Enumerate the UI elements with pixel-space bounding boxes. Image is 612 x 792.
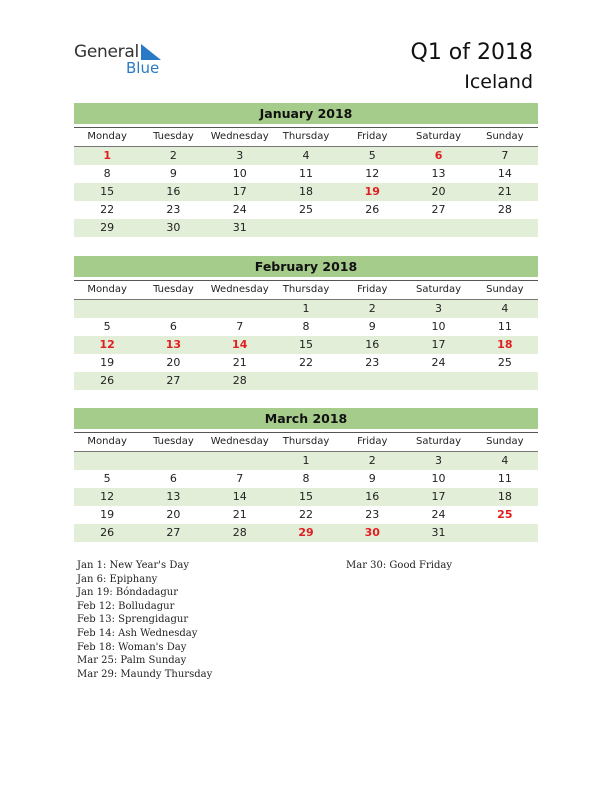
day-cell: 15 — [100, 185, 115, 198]
week-row — [74, 336, 538, 354]
day-cell: 6 — [169, 320, 177, 333]
day-cell: 8 — [302, 320, 310, 333]
holiday-note: Jan 19: Bóndadagur — [77, 587, 179, 599]
day-cell: 26 — [100, 374, 115, 387]
day-cell: 5 — [103, 472, 111, 485]
weekday-label: Wednesday — [210, 131, 269, 142]
day-cell: 22 — [298, 356, 313, 369]
day-cell: 21 — [232, 508, 247, 521]
day-cell: 12 — [99, 338, 115, 351]
week-row — [74, 354, 538, 372]
day-cell: 25 — [298, 203, 313, 216]
page-title: Q1 of 2018 — [410, 40, 533, 65]
logo-general-text: General — [74, 42, 139, 62]
day-cell: 20 — [431, 185, 446, 198]
weekday-label: Wednesday — [210, 436, 269, 447]
logo-blue-text: Blue — [126, 59, 160, 77]
day-cell: 27 — [166, 526, 181, 539]
day-cell: 16 — [365, 490, 380, 503]
week-row — [74, 147, 538, 165]
week-row — [74, 300, 538, 318]
weekday-label: Thursday — [282, 284, 330, 295]
holiday-note: Mar 29: Maundy Thursday — [77, 668, 213, 680]
day-cell: 2 — [368, 302, 376, 315]
day-cell: 3 — [435, 454, 443, 467]
day-cell: 26 — [365, 203, 380, 216]
day-cell: 25 — [497, 356, 512, 369]
month-calendar-march — [74, 408, 538, 542]
day-cell: 29 — [298, 526, 314, 539]
day-cell — [74, 452, 140, 470]
day-cell: 13 — [165, 338, 182, 351]
week-row — [74, 506, 538, 524]
day-cell: 16 — [166, 185, 181, 198]
week-row — [74, 452, 538, 470]
weekday-label: Monday — [87, 284, 127, 295]
week-row — [74, 524, 538, 542]
day-cell: 2 — [169, 149, 177, 162]
day-cell: 9 — [169, 167, 177, 180]
week-row — [74, 165, 538, 183]
holiday-list-left — [77, 559, 212, 681]
day-cell — [339, 372, 405, 390]
day-cell: 1 — [302, 302, 310, 315]
holiday-list-right — [346, 559, 452, 573]
holiday-note: Mar 25: Palm Sunday — [77, 655, 187, 667]
day-cell: 15 — [298, 338, 313, 351]
day-cell: 1 — [302, 454, 310, 467]
weekday-label: Saturday — [416, 436, 462, 447]
day-cell: 9 — [368, 320, 376, 333]
day-cell: 8 — [302, 472, 310, 485]
weekday-label: Wednesday — [210, 284, 269, 295]
month-title: January 2018 — [74, 103, 538, 124]
month-calendar-february — [74, 256, 538, 390]
country-label: Iceland — [464, 71, 533, 93]
day-cell: 23 — [365, 508, 380, 521]
weekday-header-row — [74, 280, 538, 300]
day-cell: 1 — [103, 149, 111, 162]
day-cell: 28 — [232, 374, 247, 387]
day-cell: 28 — [497, 203, 512, 216]
day-cell: 4 — [501, 302, 509, 315]
day-cell: 5 — [103, 320, 111, 333]
holiday-note: Mar 30: Good Friday — [346, 560, 452, 571]
day-cell: 17 — [232, 185, 247, 198]
day-cell: 24 — [431, 356, 446, 369]
day-cell: 3 — [435, 302, 443, 315]
day-cell: 19 — [364, 185, 380, 198]
weekday-label: Friday — [357, 436, 388, 447]
holiday-note: Jan 6: Epiphany — [77, 573, 158, 585]
day-cell: 28 — [232, 526, 247, 539]
day-cell — [405, 219, 471, 237]
weekday-label: Friday — [357, 284, 388, 295]
day-cell: 17 — [431, 338, 446, 351]
day-cell: 5 — [368, 149, 376, 162]
logo — [74, 42, 174, 78]
month-title: February 2018 — [74, 256, 538, 277]
day-cell: 10 — [431, 320, 446, 333]
day-cell: 27 — [166, 374, 181, 387]
day-cell: 27 — [431, 203, 446, 216]
weekday-label: Tuesday — [153, 131, 194, 142]
day-cell: 3 — [236, 149, 244, 162]
day-cell: 15 — [298, 490, 313, 503]
day-cell: 18 — [497, 490, 512, 503]
day-cell: 16 — [365, 338, 380, 351]
weekday-label: Monday — [87, 131, 127, 142]
day-cell: 6 — [434, 149, 443, 162]
day-cell: 29 — [100, 221, 115, 234]
day-cell — [207, 452, 273, 470]
day-cell — [339, 219, 405, 237]
day-cell: 14 — [497, 167, 512, 180]
day-cell — [472, 372, 538, 390]
weekday-label: Saturday — [416, 284, 462, 295]
weekday-label: Tuesday — [153, 436, 194, 447]
day-cell: 4 — [302, 149, 310, 162]
day-cell — [140, 452, 206, 470]
day-cell: 9 — [368, 472, 376, 485]
weekday-label: Thursday — [282, 436, 330, 447]
day-cell: 4 — [501, 454, 509, 467]
day-cell: 20 — [166, 508, 181, 521]
day-cell: 19 — [100, 508, 115, 521]
week-row — [74, 470, 538, 488]
week-row — [74, 488, 538, 506]
day-cell — [74, 300, 140, 318]
day-cell: 22 — [100, 203, 115, 216]
weekday-label: Sunday — [486, 131, 524, 142]
day-cell: 26 — [100, 526, 115, 539]
week-row — [74, 372, 538, 390]
weekday-label: Friday — [357, 131, 388, 142]
day-cell: 21 — [497, 185, 512, 198]
day-cell: 23 — [166, 203, 181, 216]
day-cell: 14 — [232, 490, 247, 503]
day-cell: 14 — [232, 338, 248, 351]
week-row — [74, 318, 538, 336]
day-cell: 30 — [166, 221, 181, 234]
day-cell: 11 — [497, 320, 512, 333]
day-cell — [140, 300, 206, 318]
day-cell: 31 — [431, 526, 446, 539]
holiday-note: Feb 13: Sprengidagur — [77, 614, 189, 626]
day-cell: 6 — [169, 472, 177, 485]
logo-flag-icon — [141, 44, 161, 60]
day-cell: 18 — [497, 338, 513, 351]
day-cell: 17 — [431, 490, 446, 503]
weekday-label: Thursday — [282, 131, 330, 142]
week-row — [74, 219, 538, 237]
day-cell: 24 — [431, 508, 446, 521]
weekday-header-row — [74, 432, 538, 452]
weekday-label: Sunday — [486, 284, 524, 295]
holiday-note: Feb 14: Ash Wednesday — [77, 627, 198, 639]
day-cell: 31 — [232, 221, 247, 234]
day-cell — [472, 219, 538, 237]
day-cell: 30 — [364, 526, 380, 539]
day-cell — [472, 524, 538, 542]
day-cell — [207, 300, 273, 318]
holiday-note: Jan 1: New Year's Day — [77, 560, 189, 571]
week-row — [74, 201, 538, 219]
holiday-note: Feb 18: Woman's Day — [77, 641, 187, 653]
day-cell: 13 — [166, 490, 181, 503]
day-cell: 12 — [365, 167, 380, 180]
day-cell: 13 — [431, 167, 446, 180]
weekday-label: Monday — [87, 436, 127, 447]
day-cell: 2 — [368, 454, 376, 467]
day-cell: 11 — [298, 167, 313, 180]
day-cell: 22 — [298, 508, 313, 521]
day-cell: 19 — [100, 356, 115, 369]
month-title: March 2018 — [74, 408, 538, 429]
weekday-header-row — [74, 127, 538, 147]
day-cell: 7 — [501, 149, 509, 162]
week-row — [74, 183, 538, 201]
day-cell: 25 — [497, 508, 513, 521]
day-cell: 7 — [236, 320, 244, 333]
day-cell — [273, 219, 339, 237]
day-cell: 8 — [103, 167, 111, 180]
day-cell: 20 — [166, 356, 181, 369]
day-cell — [405, 372, 471, 390]
day-cell: 12 — [100, 490, 115, 503]
month-calendar-january — [74, 103, 538, 237]
weekday-label: Sunday — [486, 436, 524, 447]
day-cell: 23 — [365, 356, 380, 369]
day-cell — [273, 372, 339, 390]
day-cell: 10 — [431, 472, 446, 485]
weekday-label: Tuesday — [153, 284, 194, 295]
day-cell: 24 — [232, 203, 247, 216]
weekday-label: Saturday — [416, 131, 462, 142]
day-cell: 7 — [236, 472, 244, 485]
day-cell: 21 — [232, 356, 247, 369]
day-cell: 11 — [497, 472, 512, 485]
day-cell: 18 — [298, 185, 313, 198]
day-cell: 10 — [232, 167, 247, 180]
holiday-note: Feb 12: Bolludagur — [77, 600, 175, 612]
